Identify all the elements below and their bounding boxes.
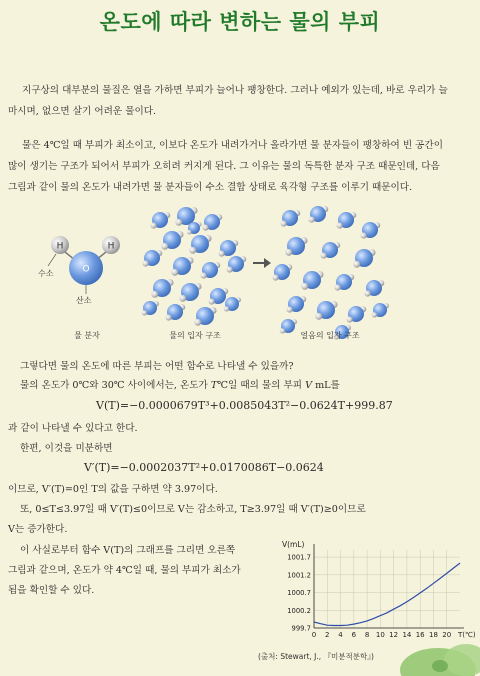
hydrogen-atom xyxy=(203,225,209,231)
x-tick-label: 6 xyxy=(351,631,357,639)
y-axis-label: V(mL) xyxy=(282,540,305,549)
hydrogen-atom xyxy=(171,269,178,276)
text-line: 됨을 확인할 수 있다. xyxy=(8,585,95,596)
x-tick-label: 0 xyxy=(311,631,317,639)
derivative-equation: V′(T)=−0.0002037T²+0.0170086T−0.0624 xyxy=(84,461,324,474)
intro-paragraph: 지구상의 대부분의 물질은 열을 가하면 부피가 늘어나 팽창한다. 그러나 예외가 있는데, 바로 우리가 늘 마시며, 없으면 살기 어려운 물이다. xyxy=(8,85,448,117)
water-particle-structure xyxy=(142,207,247,326)
hydrogen-atom xyxy=(315,313,322,320)
x-tick-label: 14 xyxy=(402,631,412,639)
x-tick-label: 12 xyxy=(389,631,399,639)
text-line: 과 같이 나타낼 수 있다고 한다. xyxy=(8,423,138,434)
oxygen-label: 산소 xyxy=(76,296,92,305)
hydrogen-atom xyxy=(166,315,172,321)
text-line: 그렇다면 물의 온도에 따른 부피는 어떤 함수로 나타낼 수 있을까? xyxy=(20,361,294,372)
atom-symbol-o: O xyxy=(82,264,90,275)
atom-symbol-h: H xyxy=(107,241,115,252)
atom-symbol-h: H xyxy=(56,241,64,252)
molecule-label: 물 분자 xyxy=(74,331,100,340)
ice-particle-structure xyxy=(273,206,389,340)
leaf-decoration xyxy=(388,630,480,676)
molecule-figure xyxy=(0,200,480,350)
hydrogen-atom xyxy=(187,230,192,235)
y-tick-label: 1000.2 xyxy=(287,606,311,615)
hydrogen-atom xyxy=(335,285,341,291)
text-line: 물의 온도가 0℃와 30℃ 사이에서는, 온도가 T℃일 때의 물의 부피 V mL를 xyxy=(20,380,340,391)
x-tick-label: 20 xyxy=(442,631,452,639)
hydrogen-atom xyxy=(372,312,377,317)
x-tick-label: 2 xyxy=(325,631,330,639)
hydrogen-atom xyxy=(175,219,182,226)
hydrogen-atom xyxy=(209,299,215,305)
water-structure-label: 물의 입자 구조 xyxy=(169,331,221,340)
hydrogen-atom xyxy=(287,307,293,313)
hydrogen-atom xyxy=(143,261,149,267)
text-line: 이 사실로부터 함수 V(T)의 그래프를 그리면 오른쪽 xyxy=(20,545,236,556)
hydrogen-atom xyxy=(179,295,186,302)
hydrogen-atom xyxy=(365,291,371,297)
ice-structure-label: 얼음의 입자 구조 xyxy=(300,331,360,340)
hydrogen-atom xyxy=(353,261,360,268)
hydrogen-atom xyxy=(224,306,229,311)
hydrogen-atom xyxy=(142,310,147,315)
hydrogen-atom xyxy=(337,223,343,229)
hydrogen-atom xyxy=(201,273,207,279)
y-tick-label: 1000.7 xyxy=(287,589,311,598)
y-tick-label: 1001.2 xyxy=(287,571,311,580)
hydrogen-atom xyxy=(219,251,225,257)
hydrogen-label: 수소 xyxy=(38,269,54,278)
text-line: V는 증가한다. xyxy=(8,524,68,535)
arrow-icon xyxy=(253,258,271,268)
hydrogen-atom xyxy=(309,217,315,223)
x-tick-label: 18 xyxy=(428,631,438,639)
hydrogen-atom xyxy=(301,283,308,290)
explanation-paragraph: 물은 4℃일 때 부피가 최소이고, 이보다 온도가 내려가거나 올라가면 물 분자들이 팽창하여 빈 공간이 많이 생기는 구조가 되어서 부피가 오히려 커지게 된다. 그 이유는 물의 독특한 분자 구조 때문인데, 다음 그림과 같이 물의 온도가 내려가면 물 분자들이 수소 결합 상태로 육각형 구조를 이루기 때문이다. xyxy=(8,140,443,193)
text-line: 또, 0≤T≤3.97일 때 V′(T)≤0이므로 V는 감소하고, T≥3.97일 때 V′(T)≥0이므로 xyxy=(20,504,366,515)
source-citation: (출처: Stewart, J., 『미분적분학』) xyxy=(258,652,374,661)
text-line: 한편, 이것을 미분하면 xyxy=(20,443,113,454)
hydrogen-atom xyxy=(161,243,168,250)
hydrogen-atom xyxy=(227,267,233,273)
hydrogen-atom xyxy=(321,253,327,259)
y-tick-label: 1001.7 xyxy=(287,553,311,562)
hydrogen-atom xyxy=(285,249,292,256)
x-tick-label: 4 xyxy=(338,631,343,639)
water-molecule xyxy=(38,236,120,305)
volume-curve xyxy=(314,563,460,625)
text-line: 이므로, V′(T)=0인 T의 값을 구하면 약 3.97이다. xyxy=(8,484,218,495)
x-axis-label: T(℃) xyxy=(458,631,476,639)
y-tick-label: 999.7 xyxy=(291,624,311,633)
x-tick-label: 10 xyxy=(375,631,385,639)
hydrogen-atom xyxy=(151,223,157,229)
x-tick-label: 16 xyxy=(415,631,425,639)
page-title: 온도에 따라 변하는 물의 부피 xyxy=(99,10,381,34)
hydrogen-atom xyxy=(273,275,279,281)
hydrogen-atom xyxy=(151,291,158,298)
hydrogen-atom xyxy=(194,319,201,326)
hydrogen-atom xyxy=(189,247,196,254)
volume-equation: V(T)=−0.0000679T³+0.0085043T²−0.0624T+999.87 xyxy=(96,399,393,412)
x-tick-label: 8 xyxy=(364,631,370,639)
text-line: 그림과 같으며, 온도가 약 4℃일 때, 물의 부피가 최소가 xyxy=(8,565,241,576)
hydrogen-atom xyxy=(347,317,353,323)
hydrogen-atom xyxy=(281,221,287,227)
hydrogen-atom xyxy=(361,233,367,239)
